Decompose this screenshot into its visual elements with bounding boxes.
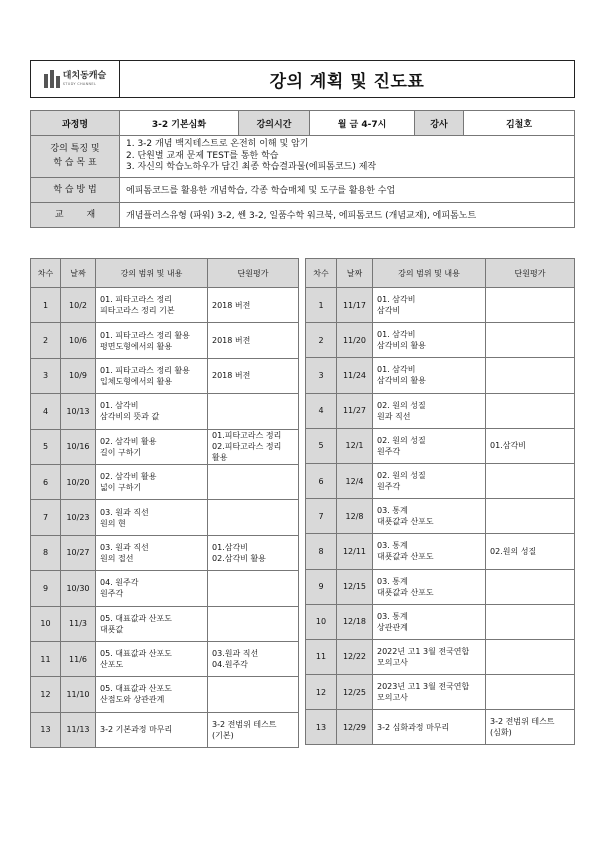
content-line: 01. 피타고라스 정리 (100, 295, 172, 305)
session-date: 11/10 (61, 677, 96, 712)
goals-label-line: 학 습 목 표 (53, 158, 97, 169)
session-date: 12/22 (337, 639, 373, 674)
page-title: 강의 계획 및 진도표 (269, 71, 425, 92)
content-line: 길이 구하기 (100, 447, 142, 457)
session-date: 12/25 (337, 675, 373, 710)
content-line: 삼각비 (377, 306, 401, 316)
logo-subtitle: STUDY CHANNEL (62, 81, 97, 86)
session-number: 13 (31, 712, 61, 747)
goal-item: 1. 3-2 개념 백지테스트로 온전히 이해 및 암기 (126, 139, 309, 149)
session-evaluation (486, 323, 575, 358)
teacher-value: 김철호 (464, 111, 575, 136)
session-date: 10/23 (61, 500, 96, 535)
session-number: 4 (306, 393, 337, 428)
session-number: 3 (306, 358, 337, 393)
schedule-row (306, 463, 575, 498)
textbook-label: 교 재 (31, 202, 120, 227)
session-content (373, 534, 486, 569)
session-content (96, 394, 208, 429)
content-line: 대푯값과 산포도 (377, 587, 434, 597)
method-label: 학 습 방 법 (31, 177, 120, 202)
content-line: 3-2 심화과정 마무리 (377, 722, 450, 732)
session-number: 10 (31, 606, 61, 641)
schedule-row (31, 500, 299, 535)
content-line: 평면도형에서의 활용 (100, 341, 173, 351)
session-evaluation (486, 499, 575, 534)
session-content (96, 571, 208, 606)
session-content (373, 675, 486, 710)
session-content (373, 393, 486, 428)
evaluation-line: (기본) (212, 730, 234, 740)
session-date: 11/24 (337, 358, 373, 393)
content-line: 05. 대표값과 산포도 (100, 613, 172, 623)
content-line: 대푯값 (100, 624, 124, 634)
content-line: 03. 통계 (377, 541, 408, 551)
header-content: 강의 범위 및 내용 (373, 259, 486, 288)
session-evaluation (208, 394, 299, 429)
evaluation-line: 02.삼각비 활용 (212, 553, 266, 563)
schedule-row (306, 323, 575, 358)
session-number: 5 (306, 428, 337, 463)
session-content (373, 604, 486, 639)
session-content (96, 358, 208, 393)
schedule-row (306, 639, 575, 674)
session-number: 13 (306, 710, 337, 745)
session-date: 11/3 (61, 606, 96, 641)
session-evaluation (208, 500, 299, 535)
evaluation-line: 2018 버전 (212, 336, 251, 346)
session-number: 5 (31, 429, 61, 464)
content-line: 05. 대표값과 산포도 (100, 649, 172, 659)
session-evaluation (208, 464, 299, 499)
evaluation-line: 03.원과 직선 (212, 649, 259, 659)
session-content (373, 710, 486, 745)
evaluation-line: 02.피타고라스 정리 (212, 442, 282, 452)
header-num: 차수 (306, 259, 337, 288)
course-label: 과정명 (31, 111, 120, 136)
session-number: 1 (306, 288, 337, 323)
session-number: 11 (31, 641, 61, 676)
content-line: 04. 원주각 (100, 578, 139, 588)
evaluation-line: 01.삼각비 (212, 542, 248, 552)
schedule-row (306, 604, 575, 639)
content-line: 원의 접선 (100, 553, 134, 563)
schedule-row (31, 606, 299, 641)
session-evaluation (208, 535, 299, 570)
evaluation-line: 02.원의 성질 (490, 546, 537, 556)
session-evaluation (486, 463, 575, 498)
content-line: 02. 삼각비 활용 (100, 436, 157, 446)
session-content (373, 499, 486, 534)
session-number: 7 (31, 500, 61, 535)
session-content (96, 677, 208, 712)
session-number: 9 (31, 571, 61, 606)
schedule-row (31, 464, 299, 499)
session-content (96, 323, 208, 358)
content-line: 02. 삼각비 활용 (100, 472, 157, 482)
schedule-table-right (305, 258, 575, 745)
evaluation-line: 04.원주각 (212, 660, 248, 670)
session-evaluation (208, 288, 299, 323)
session-content (373, 639, 486, 674)
course-value: 3-2 기본심화 (120, 111, 239, 136)
content-line: 03. 통계 (377, 576, 408, 586)
session-evaluation (208, 712, 299, 747)
schedule-row (31, 712, 299, 747)
session-date: 12/18 (337, 604, 373, 639)
content-line: 대푯값과 산포도 (377, 517, 434, 527)
content-line: 대푯값과 산포도 (377, 552, 434, 562)
textbook-value: 개념플러스유형 (파워) 3-2, 쎈 3-2, 일품수학 워크북, 에피톰코드 (개념교재), 에피톰노트 (120, 202, 575, 227)
schedule-row (306, 393, 575, 428)
content-line: 피타고라스 정리 기본 (100, 306, 175, 316)
document-header (30, 60, 575, 98)
session-evaluation (208, 323, 299, 358)
content-line: 원의 현 (100, 518, 126, 528)
header-eval: 단원평가 (486, 259, 575, 288)
content-line: 2023년 고1 3월 전국연합 (377, 682, 470, 692)
logo-name: 대치동캐슬 (62, 70, 107, 81)
session-content (373, 428, 486, 463)
schedule-row (306, 675, 575, 710)
content-line: 원주각 (377, 482, 401, 492)
content-line: 01. 삼각비 (100, 401, 139, 411)
content-line: 01. 피타고라스 정리 활용 (100, 330, 190, 340)
session-number: 6 (306, 463, 337, 498)
content-line: 원주각 (377, 446, 401, 456)
content-line: 2022년 고1 3월 전국연합 (377, 646, 470, 656)
session-number: 3 (31, 358, 61, 393)
method-value: 에피톰코드를 활용한 개념학습, 각종 학습매체 및 도구를 활용한 수업 (120, 177, 575, 202)
content-line: 3-2 기본과정 마무리 (100, 725, 173, 735)
session-date: 11/6 (61, 641, 96, 676)
session-evaluation (208, 358, 299, 393)
session-date: 12/15 (337, 569, 373, 604)
header-date: 날짜 (337, 259, 373, 288)
session-date: 10/9 (61, 358, 96, 393)
session-content (96, 464, 208, 499)
content-line: 모의고사 (377, 693, 408, 703)
session-date: 10/27 (61, 535, 96, 570)
content-line: 산점도와 상관관계 (100, 695, 165, 705)
session-number: 4 (31, 394, 61, 429)
session-content (373, 323, 486, 358)
content-line: 넓이 구하기 (100, 483, 142, 493)
content-line: 입체도형에서의 활용 (100, 376, 173, 386)
schedule-row (306, 428, 575, 463)
session-number: 1 (31, 288, 61, 323)
session-date: 12/1 (337, 428, 373, 463)
session-date: 10/13 (61, 394, 96, 429)
session-evaluation (208, 571, 299, 606)
content-line: 산포도 (100, 660, 124, 670)
session-evaluation (486, 639, 575, 674)
session-content (373, 358, 486, 393)
castle-icon (44, 70, 60, 88)
schedule-row (306, 358, 575, 393)
session-number: 2 (31, 323, 61, 358)
session-content (96, 606, 208, 641)
session-number: 8 (31, 535, 61, 570)
session-number: 11 (306, 639, 337, 674)
session-evaluation (486, 358, 575, 393)
session-evaluation (486, 710, 575, 745)
session-date: 12/8 (337, 499, 373, 534)
content-line: 02. 원의 성질 (377, 400, 426, 410)
session-date: 11/17 (337, 288, 373, 323)
content-line: 03. 통계 (377, 506, 408, 516)
session-content (373, 288, 486, 323)
evaluation-line: 01.피타고라스 정리 (212, 431, 282, 441)
schedule-header-row (306, 259, 575, 288)
goals-label-line: 강의 특징 및 (50, 144, 100, 155)
session-evaluation (486, 393, 575, 428)
time-value: 월 금 4-7시 (310, 111, 415, 136)
header-eval: 단원평가 (208, 259, 299, 288)
schedule-row (31, 677, 299, 712)
schedule-row (31, 394, 299, 429)
session-number: 12 (31, 677, 61, 712)
schedule-row (31, 323, 299, 358)
teacher-label: 강사 (415, 111, 464, 136)
schedule-row (31, 288, 299, 323)
evaluation-line: 3-2 전범위 테스트 (490, 717, 555, 727)
content-line: 05. 대표값과 산포도 (100, 684, 172, 694)
goals-label (31, 136, 120, 178)
session-number: 6 (31, 464, 61, 499)
session-date: 10/16 (61, 429, 96, 464)
session-content (373, 463, 486, 498)
evaluation-line: 3-2 전범위 테스트 (212, 719, 277, 729)
evaluation-line: 활용 (212, 453, 228, 463)
schedule-table-left (30, 258, 299, 748)
content-line: 상관관계 (377, 622, 408, 632)
header-date: 날짜 (61, 259, 96, 288)
evaluation-line: 2018 버전 (212, 371, 251, 381)
session-evaluation (208, 429, 299, 464)
session-evaluation (208, 606, 299, 641)
schedule-row (31, 535, 299, 570)
session-evaluation (208, 641, 299, 676)
content-line: 03. 원과 직선 (100, 507, 149, 517)
session-date: 10/20 (61, 464, 96, 499)
session-date: 10/2 (61, 288, 96, 323)
content-line: 01. 삼각비 (377, 330, 416, 340)
evaluation-line: 01.삼각비 (490, 441, 526, 451)
session-content (373, 569, 486, 604)
session-number: 12 (306, 675, 337, 710)
goals-list (120, 136, 575, 178)
session-content (96, 429, 208, 464)
content-line: 모의고사 (377, 657, 408, 667)
session-date: 12/11 (337, 534, 373, 569)
session-number: 2 (306, 323, 337, 358)
session-evaluation (486, 604, 575, 639)
content-line: 03. 통계 (377, 611, 408, 621)
content-line: 원주각 (100, 589, 124, 599)
session-number: 8 (306, 534, 337, 569)
session-evaluation (486, 675, 575, 710)
schedule-row (306, 288, 575, 323)
session-date: 11/27 (337, 393, 373, 428)
session-evaluation (486, 428, 575, 463)
session-content (96, 500, 208, 535)
content-line: 01. 삼각비 (377, 365, 416, 375)
evaluation-line: (심화) (490, 728, 512, 738)
header-content: 강의 범위 및 내용 (96, 259, 208, 288)
content-line: 삼각비의 뜻과 값 (100, 412, 160, 422)
session-number: 9 (306, 569, 337, 604)
schedule-row (31, 571, 299, 606)
session-date: 11/13 (61, 712, 96, 747)
content-line: 01. 피타고라스 정리 활용 (100, 365, 190, 375)
session-evaluation (486, 569, 575, 604)
content-line: 02. 원의 성질 (377, 435, 426, 445)
schedule-row (306, 499, 575, 534)
session-content (96, 535, 208, 570)
schedule-row (31, 641, 299, 676)
content-line: 삼각비의 활용 (377, 376, 426, 386)
goal-item: 2. 단원별 교재 문제 TEST를 통한 학습 (126, 150, 279, 161)
goal-item: 3. 자신의 학습노하우가 담긴 최종 학습결과물(에피톰코드) 제작 (126, 162, 377, 172)
session-date: 12/29 (337, 710, 373, 745)
schedule-row (306, 534, 575, 569)
session-content (96, 288, 208, 323)
session-evaluation (486, 288, 575, 323)
session-evaluation (208, 677, 299, 712)
schedule-row (31, 429, 299, 464)
session-date: 12/4 (337, 463, 373, 498)
content-line: 삼각비의 활용 (377, 341, 426, 351)
session-number: 7 (306, 499, 337, 534)
content-line: 03. 원과 직선 (100, 542, 149, 552)
session-date: 11/20 (337, 323, 373, 358)
session-content (96, 641, 208, 676)
session-content (96, 712, 208, 747)
schedule-header-row (31, 259, 299, 288)
logo (31, 61, 120, 97)
content-line: 02. 원의 성질 (377, 471, 426, 481)
session-date: 10/30 (61, 571, 96, 606)
time-label: 강의시간 (239, 111, 310, 136)
schedule-row (306, 569, 575, 604)
schedule-row (306, 710, 575, 745)
session-date: 10/6 (61, 323, 96, 358)
session-number: 10 (306, 604, 337, 639)
content-line: 원과 직선 (377, 411, 411, 421)
header-num: 차수 (31, 259, 61, 288)
content-line: 01. 삼각비 (377, 295, 416, 305)
evaluation-line: 2018 버전 (212, 300, 251, 310)
schedule-row (31, 358, 299, 393)
course-info-table (30, 110, 575, 228)
session-evaluation (486, 534, 575, 569)
